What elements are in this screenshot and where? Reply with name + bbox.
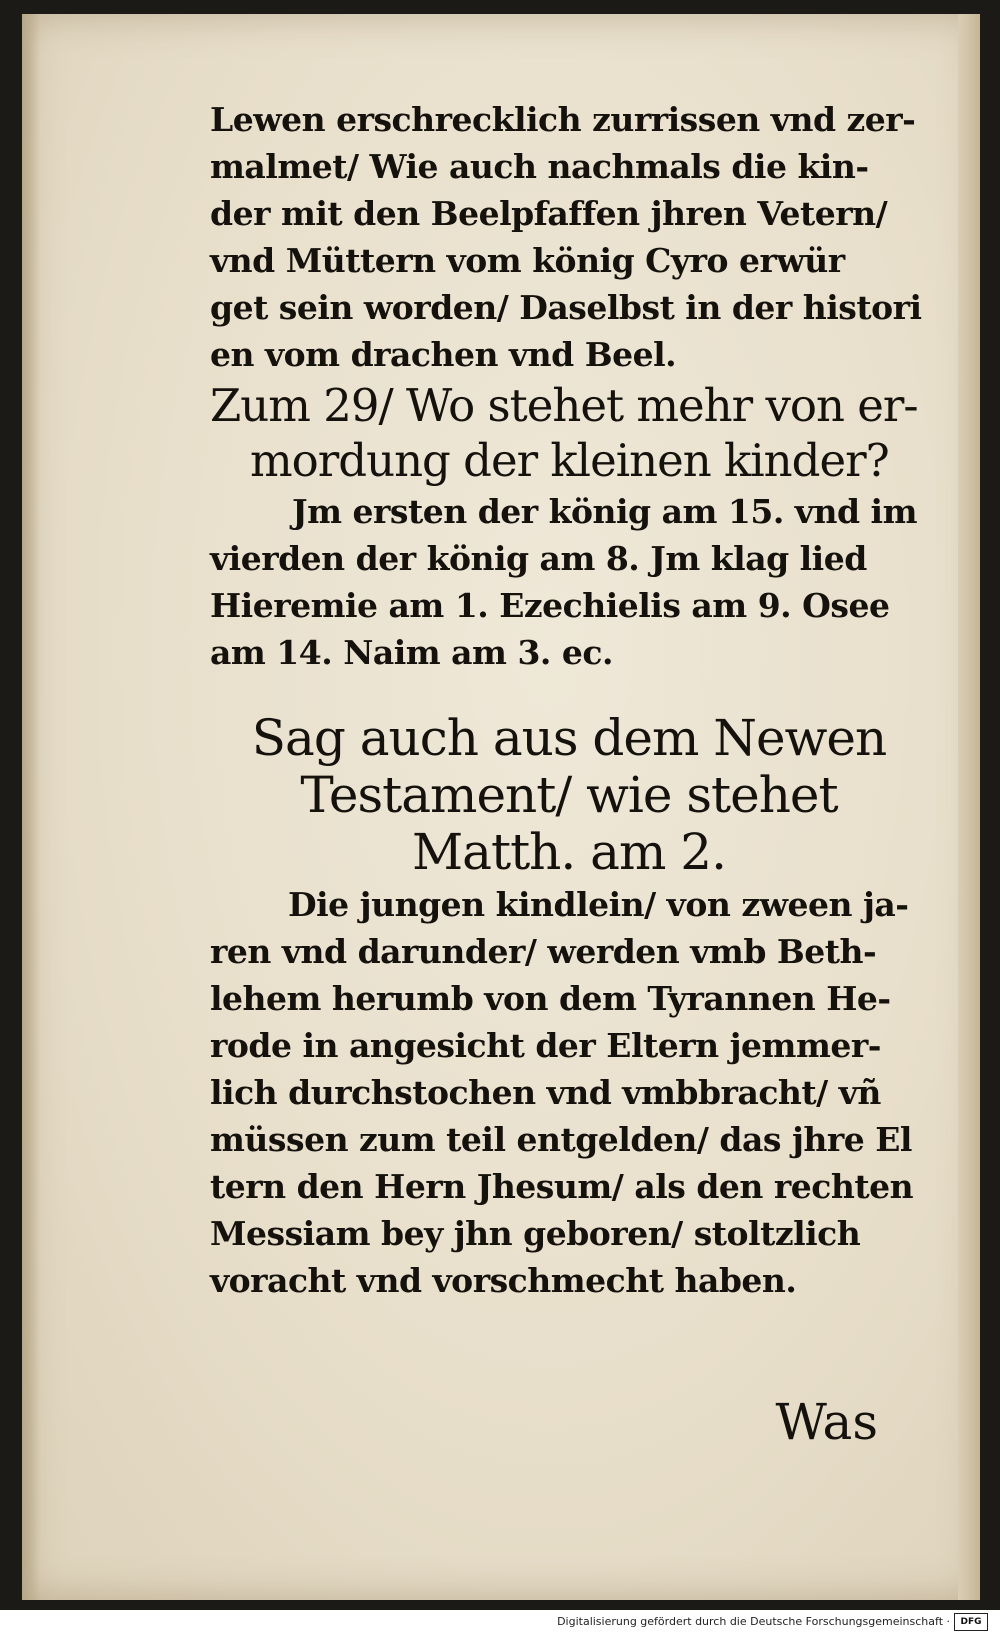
question-line: Zum 29/ Wo stehet mehr von er- [210,379,918,432]
text-line: get sein worden/ Daselbst in der histori [210,288,922,327]
answer-line: am 14. Naim am 3. ec. [210,633,613,672]
funding-credit: Digitalisierung gefördert durch die Deutsche Forschungsgemeinschaft · [557,1615,950,1628]
page-gutter [22,14,40,1600]
text-line: vnd Müttern vom könig Cyro erwür [210,241,845,280]
answer-line: vierden der könig am 8. Jm klag lied [210,539,867,578]
paragraph-line: ren vnd darunder/ werden vmb Beth- [210,932,877,971]
paragraph-line: tern den Hern Jhesum/ als den rechten [210,1167,914,1206]
dfg-logo: DFG [954,1613,988,1631]
paragraph-line: lich durchstochen vnd vmbbracht/ vñ [210,1073,881,1112]
text-line: Lewen erschrecklich zurrissen vnd zer- [210,100,916,139]
paragraph-line: voracht vnd vorschmecht haben. [210,1261,797,1300]
text-line: malmet/ Wie auch nachmals die kin- [210,147,869,186]
footer-bar [0,1610,1000,1634]
paragraph-line: Die jungen kindlein/ von zween ja- [288,885,909,924]
paragraph-line: rode in angesicht der Eltern jemmer- [210,1026,881,1065]
section-heading-line: Sag auch aus dem Newen [251,709,887,767]
answer-line: Jm ersten der könig am 15. vnd im [292,492,917,531]
paragraph-line: müssen zum teil entgelden/ das jhre El [210,1120,912,1159]
page-edge [958,14,980,1600]
paragraph-line: lehem herumb von dem Tyrannen He- [210,979,891,1018]
section-heading-line: Matth. am 2. [411,823,726,881]
question-line: mordung der kleinen kinder? [250,434,889,487]
text-line: der mit den Beelpfaffen jhren Vetern/ [210,194,888,233]
answer-line: Hieremie am 1. Ezechielis am 9. Osee [210,586,890,625]
section-heading-line: Testament/ wie stehet [300,766,838,824]
paragraph-line: Messiam bey jhn geboren/ stoltzlich [210,1214,861,1253]
page-text [210,96,928,1451]
text-line: en vom drachen vnd Beel. [210,335,677,374]
catchword: Was [775,1393,878,1451]
section-spacer [210,676,928,710]
